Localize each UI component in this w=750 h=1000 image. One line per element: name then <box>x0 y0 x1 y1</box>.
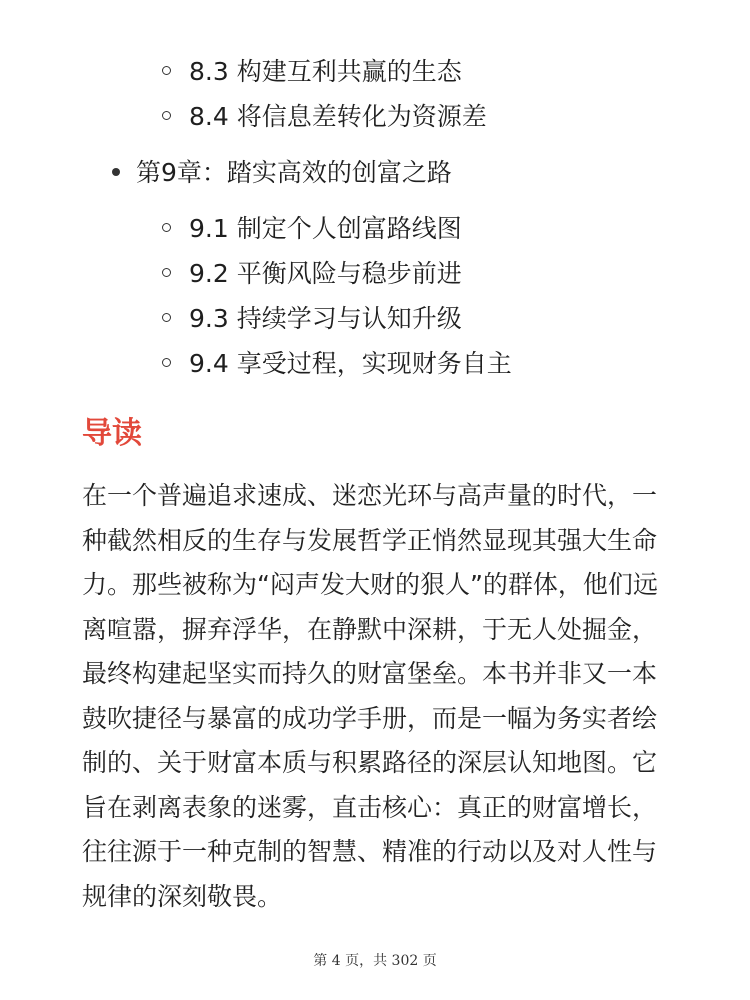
toc-item-9-3[interactable] <box>162 296 512 341</box>
page-indicator: 第 4 页，共 302 页 <box>313 953 437 969</box>
toc-item-8-4[interactable] <box>162 94 487 139</box>
toc-sublist-chapter8 <box>162 49 487 139</box>
circle-bullet-icon <box>162 223 171 232</box>
toc-item-9-4[interactable] <box>162 341 512 386</box>
toc-item-9-1[interactable] <box>162 206 512 251</box>
toc-item-8-3[interactable] <box>162 49 487 94</box>
circle-bullet-icon <box>162 111 171 120</box>
toc-item-9-2[interactable] <box>162 251 512 296</box>
circle-bullet-icon <box>162 313 171 322</box>
disc-bullet-icon <box>112 168 120 176</box>
toc-chapter-label: 第9章：踏实高效的创富之路 <box>136 158 452 187</box>
toc-item-label: 9.2 平衡风险与稳步前进 <box>189 259 462 288</box>
toc-sublist-chapter9 <box>162 206 512 386</box>
toc-chapter-9[interactable] <box>112 150 452 195</box>
section-heading-intro: 导读 <box>82 416 142 451</box>
circle-bullet-icon <box>162 358 171 367</box>
toc-item-label: 8.4 将信息差转化为资源差 <box>189 102 487 131</box>
circle-bullet-icon <box>162 66 171 75</box>
toc-item-label: 8.3 构建互利共赢的生态 <box>189 57 462 86</box>
intro-paragraph: 在一个普遍追求速成、迷恋光环与高声量的时代，一种截然相反的生存与发展哲学正悄然显现其强大生命力。那些被称为“闷声发大财的狠人”的群体，他们远离喧嚣，摒弃浮华，在静默中深耕，于无人处掘金，最终构建起坚实而持久的财富堡垒。本书并非又一本鼓吹捷径与暴富的成功学手册，而是一幅为务实者绘制的、关于财富本质与积累路径的深层认知地图。它旨在剥离表象的迷雾，直击核心：真正的财富增长，往往源于一种克制的智慧、精准的行动以及对人性与规律的深刻敬畏。 <box>82 481 658 911</box>
circle-bullet-icon <box>162 268 171 277</box>
toc-item-label: 9.3 持续学习与认知升级 <box>189 304 462 333</box>
toc-item-label: 9.1 制定个人创富路线图 <box>189 214 462 243</box>
toc-item-label: 9.4 享受过程，实现财务自主 <box>189 349 512 378</box>
